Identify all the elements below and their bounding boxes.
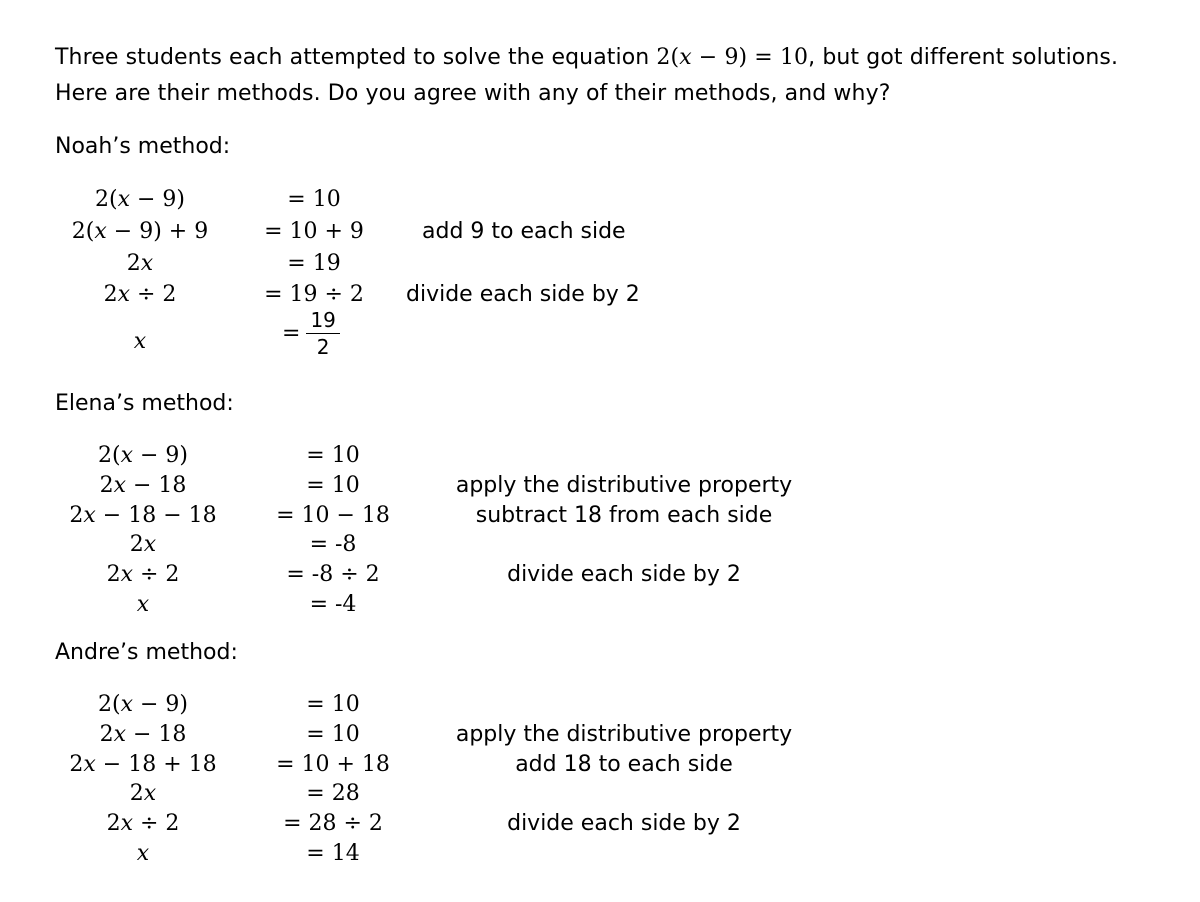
elena-row5-note: divide each side by 2	[507, 562, 741, 587]
noah-final-rhs	[282, 308, 340, 359]
noah-row2-lhs: 2(x − 9) + 9	[71, 219, 209, 244]
andre-row6-lhs: x	[136, 841, 150, 866]
andre-row2-lhs: 2x − 18	[99, 722, 187, 747]
elena-row1-lhs: 2(x − 9)	[97, 443, 189, 468]
elena-row4-rhs: = -8	[309, 532, 357, 557]
elena-row2-note: apply the distributive property	[455, 473, 793, 498]
elena-row6-lhs: x	[136, 592, 150, 617]
noah-row3-rhs: = 19	[287, 251, 341, 276]
fraction-denominator: 2	[316, 335, 330, 359]
noah-row4-note: divide each side by 2	[406, 282, 640, 307]
noah-final-fraction	[306, 308, 339, 359]
andre-row1-rhs: = 10	[306, 692, 360, 717]
elena-row3-rhs: = 10 − 18	[276, 503, 390, 528]
problem-text-start: Three students each attempted to solve the equation	[55, 45, 657, 70]
elena-heading: Elena’s method:	[55, 391, 234, 416]
andre-row2-note: apply the distributive property	[455, 722, 793, 747]
andre-row4-rhs: = 28	[306, 781, 360, 806]
andre-row3-note: add 18 to each side	[515, 752, 733, 777]
problem-text-end: , but got different solutions. Here are their methods. Do you agree with any of their methods, and why?	[55, 45, 1119, 106]
noah-row4-lhs: 2x ÷ 2	[103, 282, 177, 307]
andre-row2-rhs: = 10	[306, 722, 360, 747]
andre-heading: Andre’s method:	[55, 640, 238, 665]
andre-row3-lhs: 2x − 18 + 18	[69, 752, 217, 777]
noah-row4-rhs: = 19 ÷ 2	[264, 282, 364, 307]
andre-row5-rhs: = 28 ÷ 2	[283, 811, 383, 836]
noah-final-equals: =	[282, 321, 301, 346]
andre-row1-lhs: 2(x − 9)	[97, 692, 189, 717]
fraction-numerator: 19	[306, 308, 339, 334]
elena-row4-lhs: 2x	[129, 532, 157, 557]
elena-row3-lhs: 2x − 18 − 18	[69, 503, 217, 528]
andre-row4-lhs: 2x	[129, 781, 157, 806]
problem-statement	[55, 40, 1175, 112]
noah-row1-rhs: = 10	[287, 187, 341, 212]
elena-row2-rhs: = 10	[306, 473, 360, 498]
andre-row3-rhs: = 10 + 18	[276, 752, 390, 777]
elena-row3-note: subtract 18 from each side	[475, 503, 773, 528]
noah-heading: Noah’s method:	[55, 134, 231, 159]
noah-row2-rhs: = 10 + 9	[264, 219, 364, 244]
problem-equation: 2(x − 9) = 10	[656, 45, 809, 70]
elena-row5-lhs: 2x ÷ 2	[106, 562, 180, 587]
noah-final-lhs: x	[133, 329, 147, 354]
noah-row2-note: add 9 to each side	[422, 219, 626, 244]
elena-row5-rhs: = -8 ÷ 2	[286, 562, 380, 587]
andre-row5-lhs: 2x ÷ 2	[106, 811, 180, 836]
elena-row1-rhs: = 10	[306, 443, 360, 468]
elena-row2-lhs: 2x − 18	[99, 473, 187, 498]
andre-row5-note: divide each side by 2	[507, 811, 741, 836]
noah-row3-lhs: 2x	[126, 251, 154, 276]
noah-row1-lhs: 2(x − 9)	[94, 187, 186, 212]
elena-row6-rhs: = -4	[309, 592, 357, 617]
andre-row6-rhs: = 14	[306, 841, 360, 866]
